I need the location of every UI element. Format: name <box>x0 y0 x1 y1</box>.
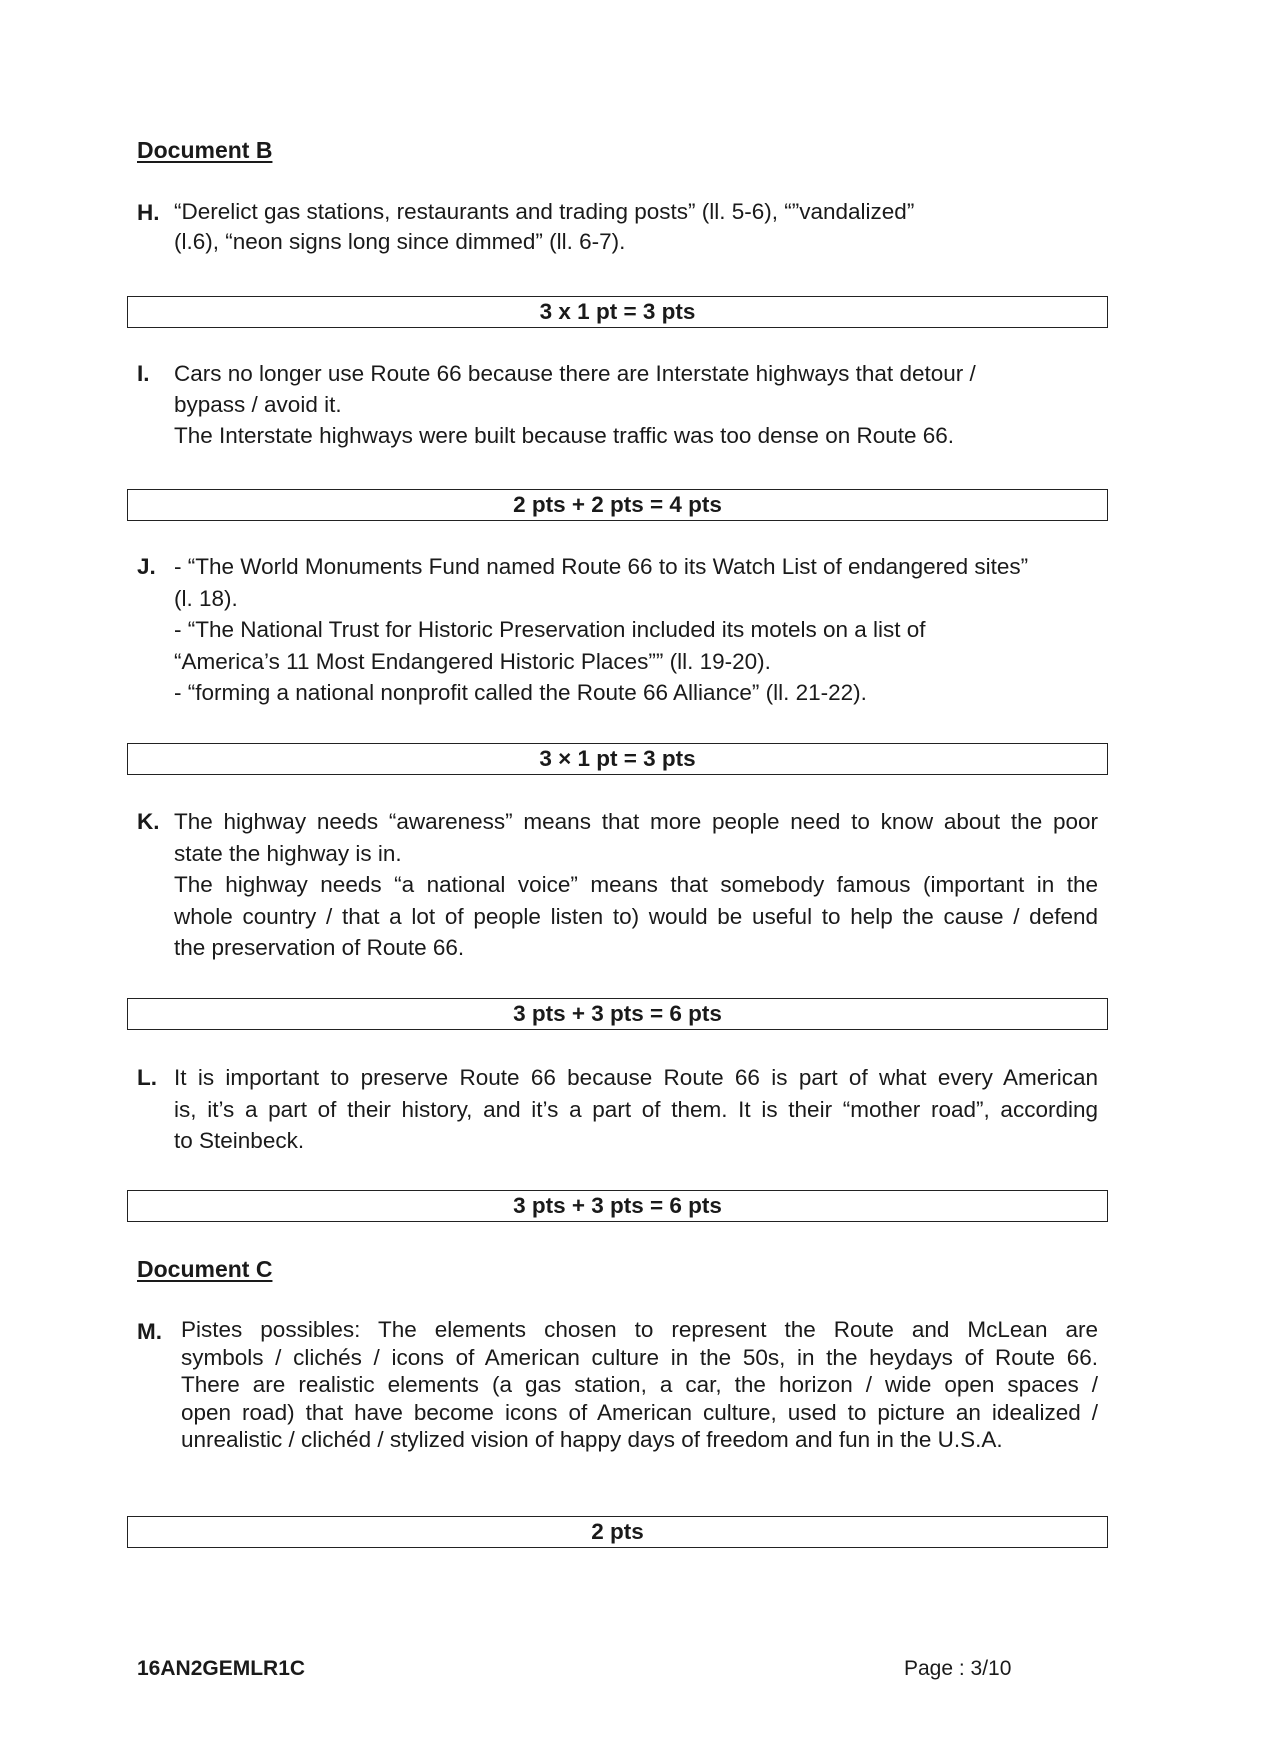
score-box-i: 2 pts + 2 pts = 4 pts <box>127 489 1108 521</box>
score-box-m: 2 pts <box>127 1516 1108 1548</box>
answer-m-line: Pistes possibles: The elements chosen to represent the Route and McLean are <box>181 1317 1098 1342</box>
answer-j-letter: J. <box>137 554 156 579</box>
document-code: 16AN2GEMLR1C <box>137 1657 306 1680</box>
score-box-j: 3 × 1 pt = 3 pts <box>127 743 1108 775</box>
answer-h <box>137 197 1098 257</box>
answer-m-line: unrealistic / clichéd / stylized vision of happy days of freedom and fun in the U.S.A. <box>181 1427 1003 1452</box>
answer-i-letter: I. <box>137 361 150 386</box>
answer-m-letter: M. <box>137 1319 162 1344</box>
answer-k-line: state the highway is in. <box>174 840 402 866</box>
answer-h-line: (l.6), “neon signs long since dimmed” (ll. 6-7). <box>174 229 626 254</box>
answer-k-line: whole country / that a lot of people listen to) would be useful to help the cause / defend <box>174 903 1098 929</box>
answer-m-line: symbols / clichés / icons of American culture in the 50s, in the heydays of Route 66. <box>181 1344 1098 1370</box>
answer-i-line: bypass / avoid it. <box>174 392 342 417</box>
answer-k-line: The highway needs “a national voice” means that somebody famous (important in the <box>174 872 1098 897</box>
score-box-l: 3 pts + 3 pts = 6 pts <box>127 1190 1108 1222</box>
answer-k-line: The highway needs “awareness” means that more people need to know about the poor <box>174 809 1098 834</box>
answer-l <box>137 1062 1098 1157</box>
answer-j-line: - “forming a national nonprofit called the Route 66 Alliance” (ll. 21-22). <box>174 680 867 705</box>
answer-k-letter: K. <box>137 809 160 834</box>
answer-h-letter: H. <box>137 200 160 225</box>
answer-i-line: Cars no longer use Route 66 because there are Interstate highways that detour / <box>174 361 976 386</box>
answer-k <box>137 806 1098 964</box>
answer-l-line: It is important to preserve Route 66 because Route 66 is part of what every American <box>174 1065 1098 1090</box>
answer-i-line: The Interstate highways were built because traffic was too dense on Route 66. <box>174 423 955 448</box>
answer-m <box>137 1316 1098 1454</box>
answer-j-line: “America’s 11 Most Endangered Historic Places”” (ll. 19-20). <box>174 648 771 674</box>
answer-m-line: open road) that have become icons of American culture, used to picture an idealized / <box>181 1399 1098 1425</box>
document-c-heading: Document C <box>137 1256 273 1282</box>
answer-l-line: to Steinbeck. <box>174 1128 305 1153</box>
answer-h-line: “Derelict gas stations, restaurants and trading posts” (ll. 5-6), “”vandalized” <box>174 199 915 224</box>
answer-l-letter: L. <box>137 1065 157 1090</box>
answer-k-line: the preservation of Route 66. <box>174 935 465 960</box>
score-box-h: 3 x 1 pt = 3 pts <box>127 296 1108 328</box>
answer-j-line: (l. 18). <box>174 585 238 611</box>
answer-i <box>137 358 1098 451</box>
answer-j-line: - “The National Trust for Historic Preservation included its motels on a list of <box>174 617 926 642</box>
page-number: Page : 3/10 <box>904 1657 1012 1680</box>
document-b-heading: Document B <box>137 137 273 163</box>
score-box-k: 3 pts + 3 pts = 6 pts <box>127 998 1108 1030</box>
answer-l-line: is, it’s a part of their history, and it’s a part of them. It is their “mother road”, according <box>174 1096 1098 1122</box>
answer-m-line: There are realistic elements (a gas station, a car, the horizon / wide open spaces / <box>181 1372 1098 1397</box>
answer-j <box>137 551 1098 709</box>
answer-j-line: - “The World Monuments Fund named Route 66 to its Watch List of endangered sites” <box>174 554 1029 579</box>
